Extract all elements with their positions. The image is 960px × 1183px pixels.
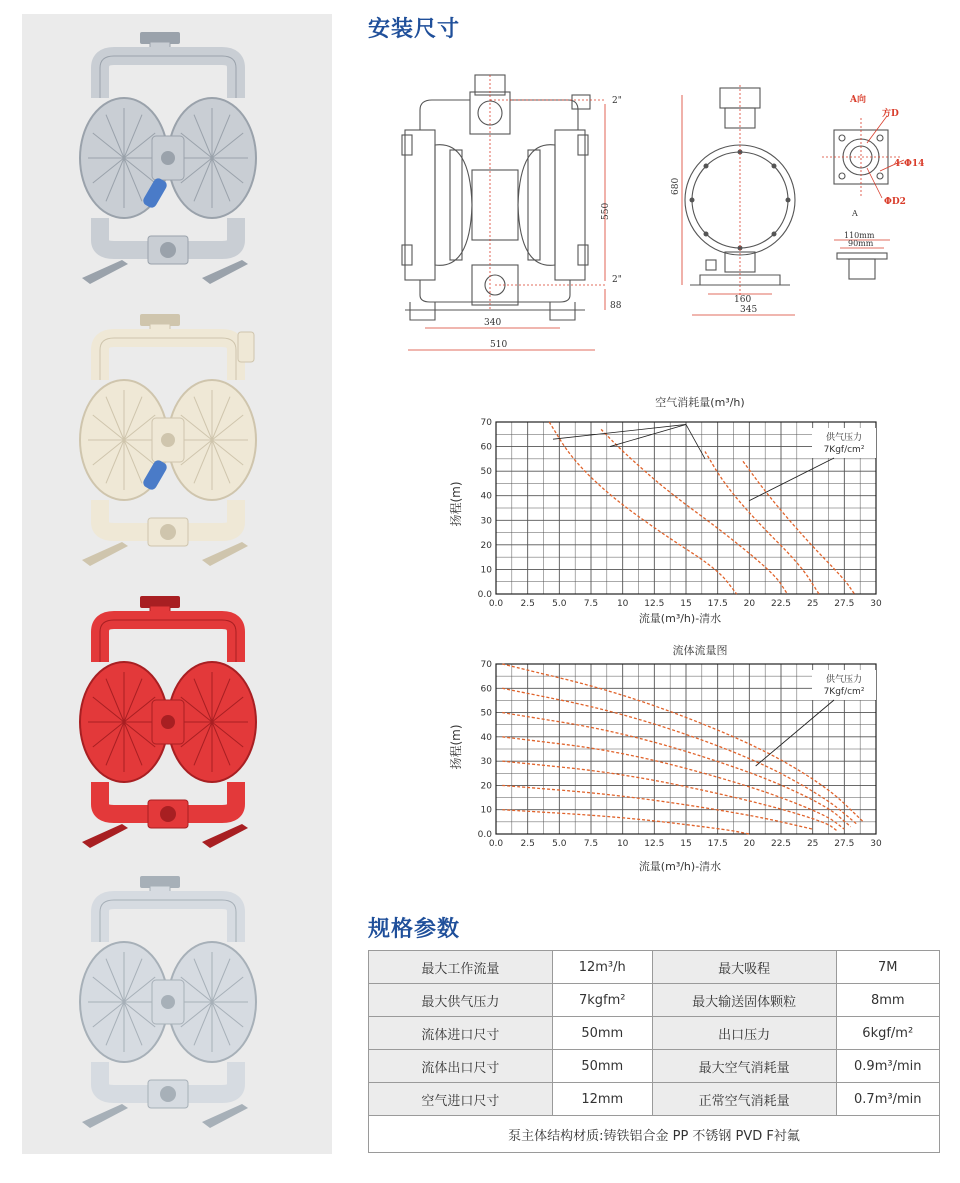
dim-2in-top: 2": [612, 96, 622, 106]
x-tick-label: 0.0: [488, 839, 504, 849]
spec-title: 规格参数: [368, 917, 461, 942]
pump-foot: [82, 260, 128, 284]
spec-row: [369, 1050, 940, 1083]
pump-center-hub: [161, 433, 175, 447]
pump-foot: [82, 542, 128, 566]
spec-label: 最大输送固体颗粒: [652, 984, 836, 1017]
pressure-annotation: 供气压力: [825, 433, 863, 443]
y-tick-label: 20: [480, 540, 492, 551]
annotation-leader: [610, 424, 686, 446]
y-tick-label: 50: [480, 708, 492, 719]
pump-photo-aluminum: [62, 28, 287, 293]
spec-value: 7M: [836, 951, 940, 984]
dim-345: 345: [740, 305, 758, 315]
spec-label: 流体进口尺寸: [369, 1017, 553, 1050]
x-tick-label: 5.0: [552, 599, 567, 609]
x-tick-label: 2.5: [520, 599, 535, 609]
y-tick-label: 30: [480, 757, 492, 768]
flange-width-110: 110mm: [844, 231, 875, 240]
flange-detail-drawing: [822, 88, 947, 298]
pump-drawing: [80, 314, 256, 566]
x-tick-label: 10: [616, 599, 629, 609]
spec-footer-row: [369, 1116, 940, 1153]
y-tick-label: 0.0: [477, 590, 492, 600]
x-tick-label: 5.0: [552, 839, 567, 849]
dim-88: 88: [610, 301, 622, 311]
series-curve: [705, 451, 819, 594]
x-tick-label: 22.5: [770, 599, 792, 609]
pump-top-manifold: [100, 56, 236, 98]
y-tick-label: 40: [480, 491, 492, 502]
x-tick-label: 20: [743, 599, 756, 609]
flange-a-mark: A: [852, 209, 858, 218]
x-tick-label: 30: [870, 839, 882, 849]
x-tick-label: 20: [743, 839, 756, 849]
pump-drawing: [80, 876, 256, 1128]
x-tick-label: 30: [870, 599, 882, 609]
flange-phi-d2: ΦD2: [884, 197, 906, 207]
y-tick-label: 70: [480, 418, 492, 428]
air-consumption-chart: [440, 390, 900, 630]
flange-a-direction: A向: [850, 95, 866, 105]
x-tick-label: 25: [806, 599, 819, 609]
chart1-title: 空气消耗量(m³/h): [655, 396, 745, 409]
annotation-leader: [756, 700, 834, 766]
chart1-ylabel: 扬程(m): [449, 481, 463, 527]
pressure-annotation: 供气压力: [825, 675, 863, 685]
x-tick-label: 12.5: [644, 599, 665, 609]
x-tick-label: 17.5: [707, 839, 728, 849]
y-tick-label: 20: [480, 781, 492, 792]
series-curve: [502, 737, 844, 829]
x-tick-label: 7.5: [583, 839, 599, 849]
y-tick-label: 10: [480, 805, 492, 816]
spec-value: 50mm: [552, 1050, 652, 1083]
pump-foot: [202, 542, 248, 566]
dim-160: 160: [734, 295, 752, 305]
y-tick-label: 40: [480, 732, 492, 743]
y-tick-label: 10: [480, 565, 492, 576]
pump-drawing: [80, 32, 256, 284]
pump-photo-red: [62, 592, 287, 857]
annotation-leader: [749, 458, 834, 501]
spec-label: 最大吸程: [652, 951, 836, 984]
spec-label: 最大空气消耗量: [652, 1050, 836, 1083]
spec-value: 8mm: [836, 984, 940, 1017]
pump-photo-pp: [62, 310, 287, 575]
side-view-drawing: [670, 80, 805, 325]
pump-inlet-hole: [160, 524, 176, 540]
x-tick-label: 15: [680, 599, 692, 609]
dim-510: 510: [490, 340, 508, 350]
spec-row: [369, 1083, 940, 1116]
pump-center-hub: [161, 151, 175, 165]
pump-inlet-hole: [160, 806, 176, 822]
pump-side-flange: [238, 332, 254, 362]
x-tick-label: 22.5: [770, 839, 792, 849]
y-tick-label: 70: [480, 660, 492, 670]
x-tick-label: 27.5: [834, 839, 855, 849]
spec-label: 空气进口尺寸: [369, 1083, 553, 1116]
dim-550: 550: [601, 202, 611, 220]
pump-foot: [202, 1104, 248, 1128]
y-tick-label: 50: [480, 467, 492, 478]
front-view-drawing: [400, 70, 640, 365]
fluid-flow-chart: [440, 642, 900, 882]
pump-photo-grey: [62, 872, 287, 1142]
spec-value: 12m³/h: [552, 951, 652, 984]
dim-340: 340: [484, 318, 502, 328]
dim-2in-bottom: 2": [612, 275, 622, 285]
flange-width-90: 90mm: [848, 239, 874, 248]
spec-row: [369, 951, 940, 984]
x-tick-label: 10: [616, 839, 629, 849]
y-tick-label: 60: [480, 442, 492, 453]
annotation-leader: [686, 424, 705, 458]
pump-center-hub: [161, 715, 175, 729]
pump-foot: [82, 824, 128, 848]
spec-value: 7kgfm²: [552, 984, 652, 1017]
spec-label: 最大供气压力: [369, 984, 553, 1017]
spec-label: 流体出口尺寸: [369, 1050, 553, 1083]
chart2-title: 流体流量图: [672, 644, 728, 657]
pump-inlet-hole: [160, 1086, 176, 1102]
pump-foot: [202, 824, 248, 848]
spec-value: 12mm: [552, 1083, 652, 1116]
spec-value: 0.7m³/min: [836, 1083, 940, 1116]
pump-top-manifold: [100, 338, 236, 380]
pump-foot: [82, 1104, 128, 1128]
spec-label: 正常空气消耗量: [652, 1083, 836, 1116]
chart1-xlabel: 流量(m³/h)-清水: [638, 612, 722, 625]
flange-holes: 4-Φ14: [894, 159, 925, 169]
dim-680: 680: [671, 177, 681, 195]
spec-label: 最大工作流量: [369, 951, 553, 984]
pump-drawing: [80, 596, 256, 848]
y-tick-label: 60: [480, 684, 492, 695]
pump-foot: [202, 260, 248, 284]
series-curve: [502, 664, 863, 822]
x-tick-label: 7.5: [583, 599, 599, 609]
x-tick-label: 2.5: [520, 839, 535, 849]
x-tick-label: 15: [680, 839, 692, 849]
pressure-annotation: 7Kgf/cm²: [823, 445, 865, 455]
spec-row: [369, 1017, 940, 1050]
pump-top-manifold: [100, 900, 236, 942]
pump-inlet-hole: [160, 242, 176, 258]
spec-value: 50mm: [552, 1017, 652, 1050]
annotation-leader: [553, 424, 686, 439]
pump-top-manifold: [100, 620, 236, 662]
pump-center-hub: [161, 995, 175, 1009]
flange-square-d: 方D: [882, 109, 899, 119]
spec-table: [368, 950, 940, 1153]
spec-material-note: 泵主体结构材质:铸铁铝合金 PP 不锈钢 PVD F衬氟: [369, 1116, 940, 1153]
install-title: 安装尺寸: [368, 17, 461, 42]
x-tick-label: 17.5: [707, 599, 728, 609]
x-tick-label: 12.5: [644, 839, 665, 849]
spec-value: 6kgf/m²: [836, 1017, 940, 1050]
spec-row: [369, 984, 940, 1017]
y-tick-label: 30: [480, 516, 492, 527]
series-curve: [743, 461, 854, 594]
x-tick-label: 0.0: [488, 599, 504, 609]
pressure-annotation: 7Kgf/cm²: [823, 687, 865, 697]
chart2-xlabel: 流量(m³/h)-清水: [638, 860, 722, 873]
series-curve: [502, 688, 857, 824]
x-tick-label: 25: [806, 839, 819, 849]
spec-label: 出口压力: [652, 1017, 836, 1050]
y-tick-label: 0.0: [477, 830, 492, 840]
spec-value: 0.9m³/min: [836, 1050, 940, 1083]
chart2-ylabel: 扬程(m): [449, 724, 463, 770]
x-tick-label: 27.5: [834, 599, 855, 609]
